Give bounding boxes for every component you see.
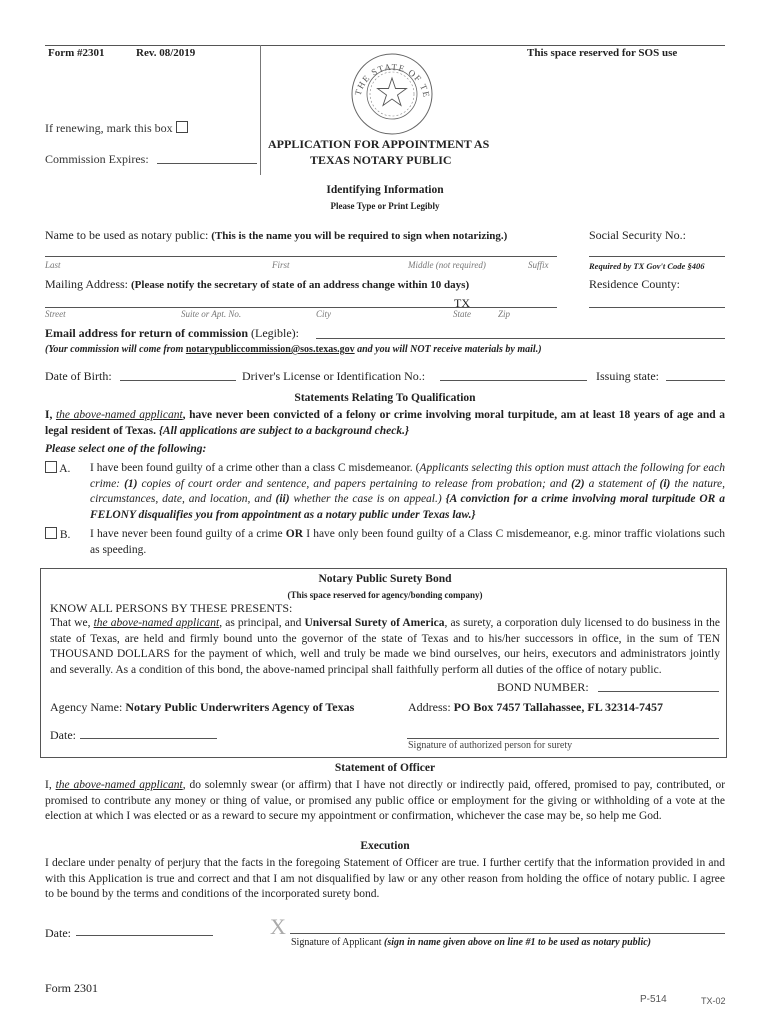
option-b: [45, 527, 70, 541]
ident-sub: Please Type or Print Legibly: [330, 201, 440, 211]
top-rule: [45, 45, 725, 46]
email-note-post: and you will NOT receive materials by mail.): [357, 344, 542, 355]
issuing-label: Issuing state:: [596, 369, 659, 383]
qual-applicant: the above-named applicant: [55, 409, 183, 421]
address-row: [408, 700, 663, 715]
qual-intro-rest: , have never been convicted of a felony or crime involving moral turpitude, am at least 18 years of age and a legal resident of Texas.: [45, 409, 726, 437]
bond-number-field[interactable]: [598, 691, 719, 692]
bond-t2: , as principal, and: [219, 617, 302, 629]
email-field[interactable]: [316, 338, 725, 339]
a-t3: (1): [124, 477, 138, 490]
svg-text:THE STATE OF TEXAS: [350, 52, 432, 99]
sub-city: City: [316, 309, 331, 319]
dob-field[interactable]: [120, 380, 236, 381]
seal-graphic: [350, 52, 434, 136]
exec-date-label: Date:: [45, 926, 71, 940]
email-legible: (Legible):: [251, 326, 299, 340]
qual-heading: Statements Relating To Qualification: [294, 392, 476, 404]
surety-signature-field[interactable]: [407, 738, 719, 739]
email-note-pre: (Your commission will come from: [45, 344, 184, 355]
mail-row: [45, 277, 469, 292]
dl-label: Driver's License or Identification No.:: [242, 369, 426, 383]
a-t10: whether the case is on appeal.): [293, 493, 442, 505]
renew-label: If renewing, mark this box: [45, 121, 173, 135]
officer-heading: Statement of Officer: [334, 762, 436, 774]
qual-intro: [45, 408, 725, 439]
mail-label: Mailing Address:: [45, 277, 128, 291]
form-number: Form #2301: [48, 47, 105, 59]
bond-text: [50, 616, 720, 678]
sub-last: Last: [45, 260, 61, 270]
ssn-note: Required by TX Gov't Code §406: [589, 261, 705, 271]
bond-sub: (This space reserved for agency/bonding company): [287, 590, 483, 600]
sub-middle: Middle (not required): [408, 260, 486, 270]
sig-label: Signature of Applicant: [291, 937, 382, 948]
sub-suite: Suite or Apt. No.: [181, 309, 242, 319]
sub-first: First: [272, 260, 290, 270]
bond-t3: , as surety, a corporation duly licensed to do business in the state of Texas, are held and firmly bound unto the governor of the state of Texas and to his/her successors in office, in the sum of TEN THOUSAND DOLLARS for the payment of which, well and truly be made we bind ourselves, our heirs, executors and administrators jointly and severally. As a condition of this bond, the above-named principal shall faithfully perform all duties of the office of notary public.: [50, 617, 721, 676]
name-label: Name to be used as notary public:: [45, 228, 209, 242]
a-t9: (ii): [275, 493, 290, 505]
applicant-signature-field[interactable]: [290, 933, 725, 934]
bond-surety: Universal Surety of America: [304, 617, 445, 629]
name-row: [45, 228, 507, 243]
county-field[interactable]: [589, 307, 725, 308]
execution-text: I declare under penalty of perjury that the facts in the foregoing Statement of Officer are true. I further certify that the information provided in and with this Application is true and correct and that I am not disqualified by law or any other reason from holding the office of notary public. I agree to be bound by the terms and conditions of the incorporated surety bond.: [45, 857, 725, 900]
header-divider: [260, 45, 261, 175]
dl-field[interactable]: [440, 380, 587, 381]
exec-date-field[interactable]: [76, 935, 213, 936]
officer-t1: I,: [45, 779, 52, 791]
email-address-link[interactable]: notarypubliccommission@sos.texas.gov: [185, 344, 355, 355]
name-note: (This is the name you will be required to sign when notarizing.): [211, 230, 508, 242]
qual-select: Please select one of the following:: [45, 443, 207, 455]
ssn-field[interactable]: [589, 256, 725, 257]
agency-value: Notary Public Underwriters Agency of Texas: [125, 700, 355, 714]
bond-applicant: the above-named applicant: [93, 617, 220, 629]
option-b-checkbox[interactable]: [45, 527, 57, 539]
qual-intro-i: I,: [45, 409, 53, 421]
dob-label: Date of Birth:: [45, 369, 112, 383]
a-t4: copies of court order and sentence, and papers pertaining to release from probation; and: [141, 477, 568, 490]
revision-date: Rev. 08/2019: [136, 47, 196, 59]
footer-p514: P-514: [640, 994, 667, 1005]
sub-street: Street: [45, 309, 66, 319]
address-value: PO Box 7457 Tallahassee, FL 32314-7457: [453, 700, 664, 714]
a-t8: the nature, circumstances, date, and location, and: [90, 477, 726, 505]
title-line2: TEXAS NOTARY PUBLIC: [310, 153, 452, 167]
sub-state: State: [453, 309, 471, 319]
email-label: Email address for return of commission: [45, 326, 248, 340]
bond-number-label: BOND NUMBER:: [497, 680, 589, 694]
surety-signature-label: Signature of authorized person for surety: [408, 740, 573, 751]
renew-row: [45, 121, 188, 136]
option-a-label: A.: [59, 463, 71, 475]
renew-checkbox[interactable]: [176, 121, 188, 133]
option-b-label: B.: [59, 529, 71, 541]
option-a-checkbox[interactable]: [45, 461, 57, 473]
commission-expires-label: Commission Expires:: [45, 152, 149, 166]
name-field[interactable]: [45, 256, 557, 257]
agency-label: Agency Name:: [50, 700, 123, 714]
bond-know: KNOW ALL PERSONS BY THESE PRESENTS:: [50, 601, 293, 615]
option-a-text: [90, 461, 725, 523]
address-label: Address:: [408, 700, 451, 714]
sos-use-label: This space reserved for SOS use: [527, 47, 678, 59]
state-value: TX: [454, 296, 470, 310]
option-a: [45, 461, 70, 475]
seal-text: THE STATE OF TE: [352, 61, 432, 100]
sig-note: (sign in name given above on line #1 to be used as notary public): [384, 937, 651, 948]
ident-heading: Identifying Information: [326, 184, 444, 196]
mail-field[interactable]: [45, 307, 557, 308]
issuing-field[interactable]: [666, 380, 725, 381]
bond-heading: Notary Public Surety Bond: [318, 573, 452, 585]
officer-t2: , do solemnly swear (or affirm) that I have not directly or indirectly paid, offered, promised to pay, contributed, or promised to contribute any money or thing of value, or promised any public office or employment for the giving or withholding of a vote at the election at which I was elected or as a reward to secure my appointment or confirmation, whichever the case may be, so help me God.: [45, 779, 726, 822]
officer-applicant: the above-named applicant: [55, 779, 183, 791]
bond-date-label: Date:: [50, 728, 76, 742]
qual-intro-italic: {All applications are subject to a background check.}: [158, 424, 409, 437]
a-t5: (2): [571, 477, 585, 490]
officer-text: [45, 778, 725, 825]
a-t7: (i): [659, 477, 671, 490]
sub-zip: Zip: [498, 309, 511, 319]
email-note: [45, 344, 542, 355]
a-t1: I have been found guilty of a crime other than a class C misdemeanor. (: [90, 462, 420, 474]
bond-t1: That we,: [50, 617, 91, 629]
b-or: OR: [285, 528, 304, 540]
option-b-text: [90, 527, 725, 558]
b-t1: I have never been found guilty of a crime: [90, 528, 283, 540]
footer-form: Form 2301: [45, 981, 99, 995]
agency-row: [50, 700, 354, 715]
bond-date-field[interactable]: [80, 738, 217, 739]
signature-x-mark: X: [270, 914, 286, 939]
email-row: [45, 326, 299, 341]
execution-heading: Execution: [360, 840, 410, 852]
sub-suffix: Suffix: [528, 260, 549, 270]
a-t11: {A conviction for a crime involving moral turpitude OR a FELONY disqualifies you from appointment as a notary public under Texas law.}: [90, 493, 725, 521]
b-t2: I have only been found guilty of a Class C misdemeanor, e.g. minor traffic violations such as speeding.: [90, 528, 726, 556]
footer-tx02: TX-02: [701, 996, 726, 1006]
a-t2: Applicants selecting this option must attach the following for each crime:: [90, 462, 725, 490]
title-line1: APPLICATION FOR APPOINTMENT AS: [268, 137, 490, 151]
texas-seal: [350, 52, 434, 136]
commission-expires-field[interactable]: [157, 163, 257, 164]
applicant-signature-label: [291, 937, 651, 948]
mail-note: (Please notify the secretary of state of an address change within 10 days): [131, 279, 470, 291]
county-label: Residence County:: [589, 277, 680, 291]
a-t6: a statement of: [588, 477, 656, 490]
ssn-label: Social Security No.:: [589, 228, 686, 242]
